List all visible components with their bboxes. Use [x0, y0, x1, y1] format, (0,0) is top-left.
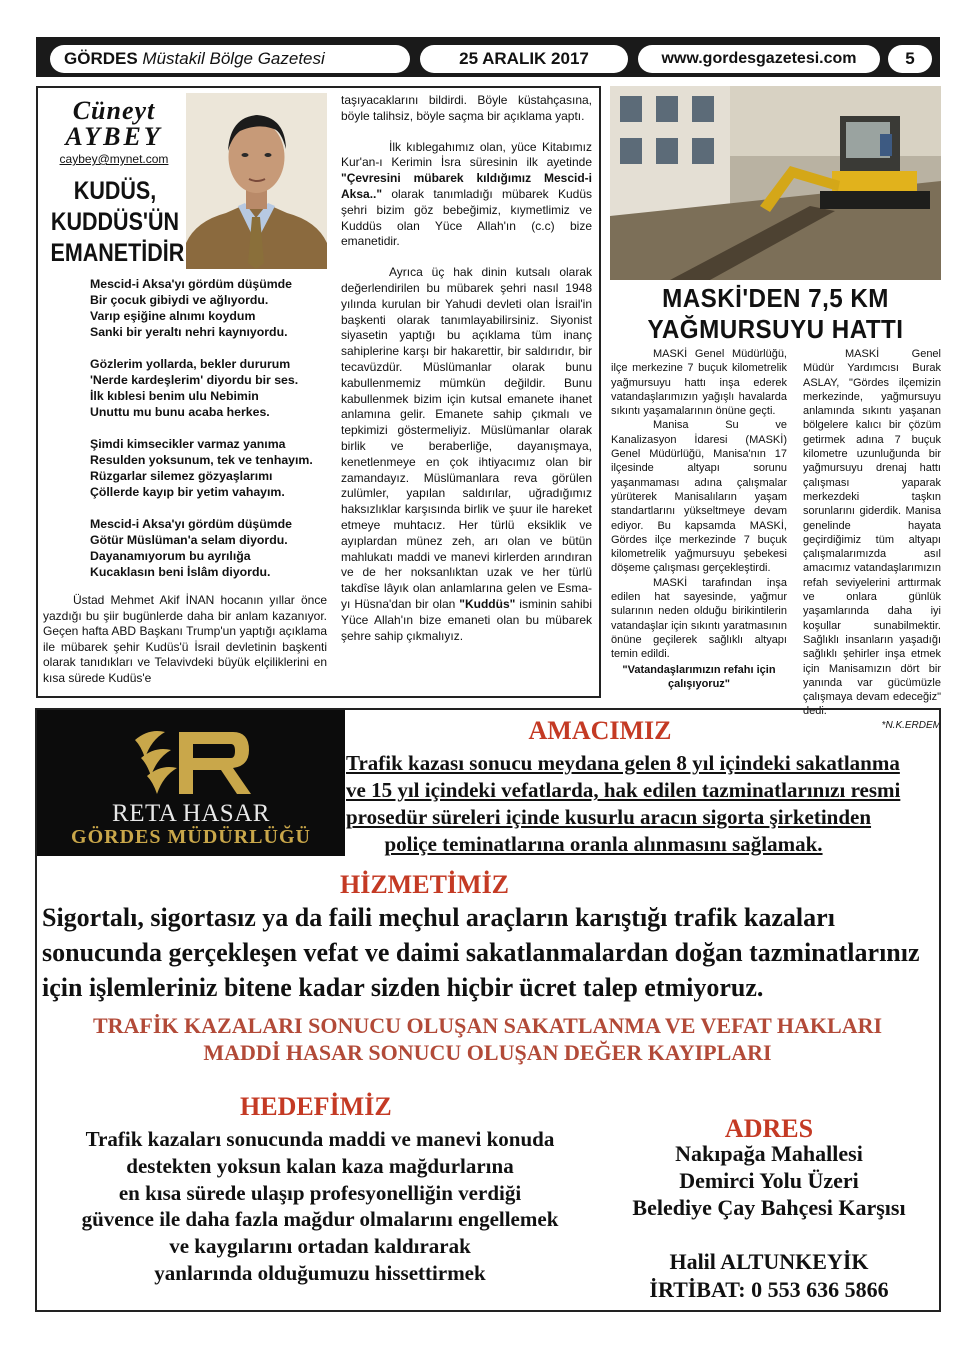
amacimiz-line: prosedür süreleri içinde kusurlu aracın sigorta şirketinden: [346, 805, 872, 829]
logo-branch-name: GÖRDES MÜDÜRLÜĞÜ: [71, 826, 311, 848]
poem-line: Götür Müslüman'a selam diyordu.: [90, 533, 288, 547]
hizmetimiz-heading: HİZMETİMİZ: [340, 870, 510, 899]
author-portrait: [186, 93, 327, 269]
poem-line: Resulden yoksunum, tek ve tenhayım.: [90, 453, 313, 467]
news-headline: [620, 283, 932, 345]
author-first-name: Cüneyt: [72, 96, 156, 125]
news-headline-line: YAĞMURSUYU HATTI: [647, 314, 904, 344]
contact-phone[interactable]: İRTİBAT: 0 553 636 5866: [649, 1277, 889, 1302]
author-email[interactable]: caybey@mynet.com: [59, 152, 169, 166]
poem-line: Dayanamıyorum bu ayrılığa: [90, 549, 251, 563]
amacimiz-line: poliçe teminatlarına oranla alınmasını sağlamak.: [384, 832, 823, 856]
poem-line: Çöllerde kayıp bir yetim vahayım.: [90, 485, 285, 499]
poem-line: Sanki bir yeraltı nehri kaynıyordu.: [90, 325, 288, 339]
author-last-name: AYBEY: [65, 122, 163, 151]
paper-name-pill: [50, 45, 410, 73]
hedefimiz-line: ve kaygılarını ortadan kaldırarak: [169, 1234, 471, 1259]
headline-line: KUDÜS,: [73, 177, 157, 205]
page-number: 5: [888, 45, 932, 73]
hizmetimiz-text: [42, 900, 932, 1005]
contact-name: Halil ALTUNKEYİK: [669, 1249, 869, 1274]
amacimiz-text: [346, 750, 901, 858]
paper-subtitle: Müstakil Bölge Gazetesi: [142, 49, 325, 68]
poem-line: Mescid-i Aksa'yı gördüm düşümde: [90, 277, 292, 291]
news-paragraph: MASKİ Genel Müdürlüğü, ilçe merkezine 7 buçuk kilometrelik yağmursuyu hattı inşa ederek vatandaşlarımızın yağışlı havalarda sıkıntı yaşamalarının önüne geçti.: [611, 348, 787, 418]
article-paragraph: [341, 265, 592, 644]
paper-name: GÖRDES: [64, 49, 138, 68]
services-list: [40, 1012, 935, 1066]
excavator-photo: [610, 86, 941, 280]
news-paragraph: MASKİ tarafından inşa edilen hat sayesinde, yağmur sularının neden olduğu birikintilerin vatandaşlar için sıkıntı yaratmasının önüne geçilerek sağlıklı altyapı temin edildi.: [611, 576, 787, 661]
poem-line: Şimdi kimsecikler varmaz yanıma: [90, 437, 286, 451]
news-paragraph: Manisa Su ve Kanalizasyon İdaresi (MASKİ) Genel Müdürlüğü, Manisa'nın 17 ilçesinde altyapı sorunu yaşanmaması adına çalışmalar yürüterek Manisalıların yaşam standartlarını yükseltmeye devam ediyor. Bu kapsamda MASKİ, Gördes ilçe merkezinde 7 buçuk kilometrelik yağmursuyu şebekesi döşeme çalışması gerçekleştirdi.: [611, 419, 787, 575]
adres-heading: ADRES: [724, 1114, 814, 1143]
poem-line: Gözlerim yollarda, bekler dururum: [90, 357, 291, 371]
headline-line: KUDDÜS'ÜN: [50, 208, 180, 236]
text-run: İlk kıblegahımız olan, yüce Kitabımız Kur'an-ı Kerimin İsra süresinin ilk ayetinde: [341, 139, 592, 170]
headline-line: EMANETİDİR: [50, 239, 185, 267]
poem-stanza: [90, 516, 335, 580]
website-link[interactable]: www.gordesgazetesi.com: [638, 45, 880, 73]
poem-line: Unuttu mu bunu acaba herkes.: [90, 405, 270, 419]
article-paragraph: [341, 140, 592, 251]
hizmetimiz-line: Sigortalı, sigortasız ya da faili meçhul araçların karıştığı trafik kazaları: [42, 903, 835, 932]
text-run: isminin sahibi Yüce Allah'ın bize emaneti olan bu mübarek şehre sahip çıkmalıyız.: [341, 596, 592, 643]
hedefimiz-line: destekten yoksun kalan kaza mağdurlarına: [126, 1153, 514, 1178]
quote-text: "Çevresini mübarek kıldığımız Mescid-i Aksa..": [341, 171, 592, 201]
poem: [90, 276, 335, 596]
amacimiz-heading: AMACIMIZ: [528, 716, 672, 745]
address-line: Demirci Yolu Üzeri: [679, 1168, 859, 1193]
poem-stanza: [90, 356, 335, 420]
news-headline-line: MASKİ'DEN 7,5 KM: [662, 283, 889, 313]
article-column-2: [341, 93, 592, 659]
poem-line: Rüzgarlar silemez gözyaşlarımı: [90, 469, 273, 483]
poem-line: Varıp eşiğine alnımı koydum: [90, 309, 256, 323]
hizmetimiz-line: için işlemleriniz bitene kadar sizden hiçbir ücret talep etmiyoruz.: [42, 973, 764, 1002]
poem-stanza: [90, 276, 335, 340]
poem-line: Bir çocuk gibiydi ve ağlıyordu.: [90, 293, 269, 307]
poem-stanza: [90, 436, 335, 500]
hedefimiz-line: Trafik kazaları sonucunda maddi ve manevi konuda: [85, 1127, 555, 1151]
contact-info: [610, 1248, 928, 1304]
poem-line: Kucaklasın beni İslâm diyordu.: [90, 565, 271, 579]
service-line: TRAFİK KAZALARI SONUCU OLUŞAN SAKATLANMA VE VEFAT HAKLARI: [92, 1013, 883, 1038]
photo-illustration: [610, 86, 941, 280]
poem-line: İlk kıblesi benim ulu Nebimin: [90, 389, 259, 403]
article-intro: [43, 593, 327, 687]
address-line: Nakıpağa Mahallesi: [675, 1141, 863, 1166]
text-run: Ayrıca üç hak dinin kutsalı olarak değerlendirilen bu mübarek şehri nasıl 1948 yılında kurulan bir Yahudi devleti olan İsrail'in başkenti olarak tanımlayabilirsiniz. Siyonist siyasetin yaptığı bu açıklama tüm inanç sahiplerine karşı bir hakarettir, bir saldırıdır, bir tecavüzdür. Müslümanlar olarak bunu kabullenmemiz mümkün değildir. Bunu kabullenmek bizim için kutsal emanete ihanet anlamına gelir. Emanete sahip çıkmalı ve tepkimizi göstermeliyiz. Müslümanlar olarak birlik ve beraberliğe, dayanışmaya, kenetlenmeye en çok ihtiyacımız olan bir zamandayız. Müslümanlara reva görülen zulümler, yapılan saldırılar, uğradığımız haksızlıklar karşısında birlik ve şuur ile hareket etmeye muhtacız. Her türlü eksiklik ve ayıplardan münez zeh, arı olan ve bütün mahlukatı maddi ve manevi kirlerden arındıran ve de her noksanlıktan uzak ve her türlü takdîse lâyık olan anlamlarına gelen ve Esma-yı Hüsna'dan bir olan: [341, 265, 592, 611]
news-paragraph: MASKİ Genel Müdür Yardımcısı Burak ASLAY, "Gördes ilçemizin merkezinde, yağmursuyu anlamında sıkıntı yaşanan bölgelere kalıcı bir çözüm getirmek adına 7 buçuk kilometre uzunluğunda bir yağmursuyu drenaj hattı çalışması yaparak merkezdeki taşkın sorunlarını giderdik. Manisa genelinde hayata geçirdiğimiz tüm altyapı çalışmalarımızda asıl amacımız vatandaşlarımızın refah seviyelerini arttırmak ve onlara günlük yaşamlarında daha iyi koşullar sunabilmektir. Sağlıklı insanların yaşadığı sağlıklı şehirler inşa etmek için Manisamızın dört bir yanında var gücümüzle çalışmaya devam edeceğiz" dedi.: [803, 348, 941, 718]
address-text: [610, 1140, 928, 1221]
article-paragraph: taşıyacaklarını bildirdi. Böyle küstahçasına, böyle talihsiz, böyle saçma bir açıklama yaptı.: [341, 93, 592, 123]
news-column-2: [803, 347, 941, 733]
hedefimiz-line: en kısa sürede ulaşıp profesyonelliğin verdiği: [118, 1180, 522, 1205]
issue-date: 25 ARALIK 2017: [420, 45, 628, 73]
logo-company-name: RETA HASAR: [112, 800, 270, 827]
news-subheading: "Vatandaşlarımızın refahı için çalışıyoruz": [622, 663, 776, 690]
portrait-illustration: [186, 93, 327, 269]
hedefimiz-line: güvence ile daha fazla mağdur olmalarını engellemek: [81, 1207, 559, 1232]
article-paragraph: Üstad Mehmet Akif İNAN hocanın yıllar önce yazdığı bu şiir bugünlerde daha bir anlam kazanıyor. Geçen hafta ABD Başkanı Trump'un yaptığı açıklama ile mübarek şehir Kudüs'ü İsrail devletinin başkenti olarak tanıdıkları ve Telavivdeki büyük elçiliklerini en kısa sürede Kudüs'e: [43, 593, 327, 685]
poem-line: Mescid-i Aksa'yı gördüm düşümde: [90, 517, 292, 531]
hizmetimiz-line: sonucunda gerçekleşen vefat ve daimi sakatlanmalardan doğan tazminatlarınız: [42, 938, 920, 967]
address-line: Belediye Çay Bahçesi Karşısı: [632, 1195, 906, 1220]
amacimiz-line: ve 15 yıl içindeki vefatlarda, hak edilen tazminatlarınızı resmi: [346, 778, 901, 802]
service-line: MADDİ HASAR SONUCU OLUŞAN DEĞER KAYIPLARI: [203, 1040, 772, 1065]
amacimiz-line: Trafik kazası sonucu meydana gelen 8 yıl içindeki sakatlanma: [346, 751, 900, 775]
hedefimiz-heading: HEDEFİMİZ: [240, 1092, 392, 1121]
hedefimiz-line: yanlarında olduğumuzu hissettirmek: [154, 1260, 486, 1285]
text-run: olarak tanımladığı mübarek Kudüs şehri bizim göz bebeğimiz, kıymetlimiz ve Kuddüs olan Yüce Allah'ın (c.c) bize emanetidir.: [341, 186, 592, 249]
hedefimiz-text: [55, 1126, 585, 1287]
poem-line: 'Nerde kardeşlerim' diyordu bir ses.: [90, 373, 299, 387]
news-signature: *N.K.ERDEM: [881, 719, 941, 731]
quote-text: "Kuddüs": [459, 596, 516, 611]
article-headline: [50, 176, 185, 269]
news-column-1: [611, 347, 787, 691]
